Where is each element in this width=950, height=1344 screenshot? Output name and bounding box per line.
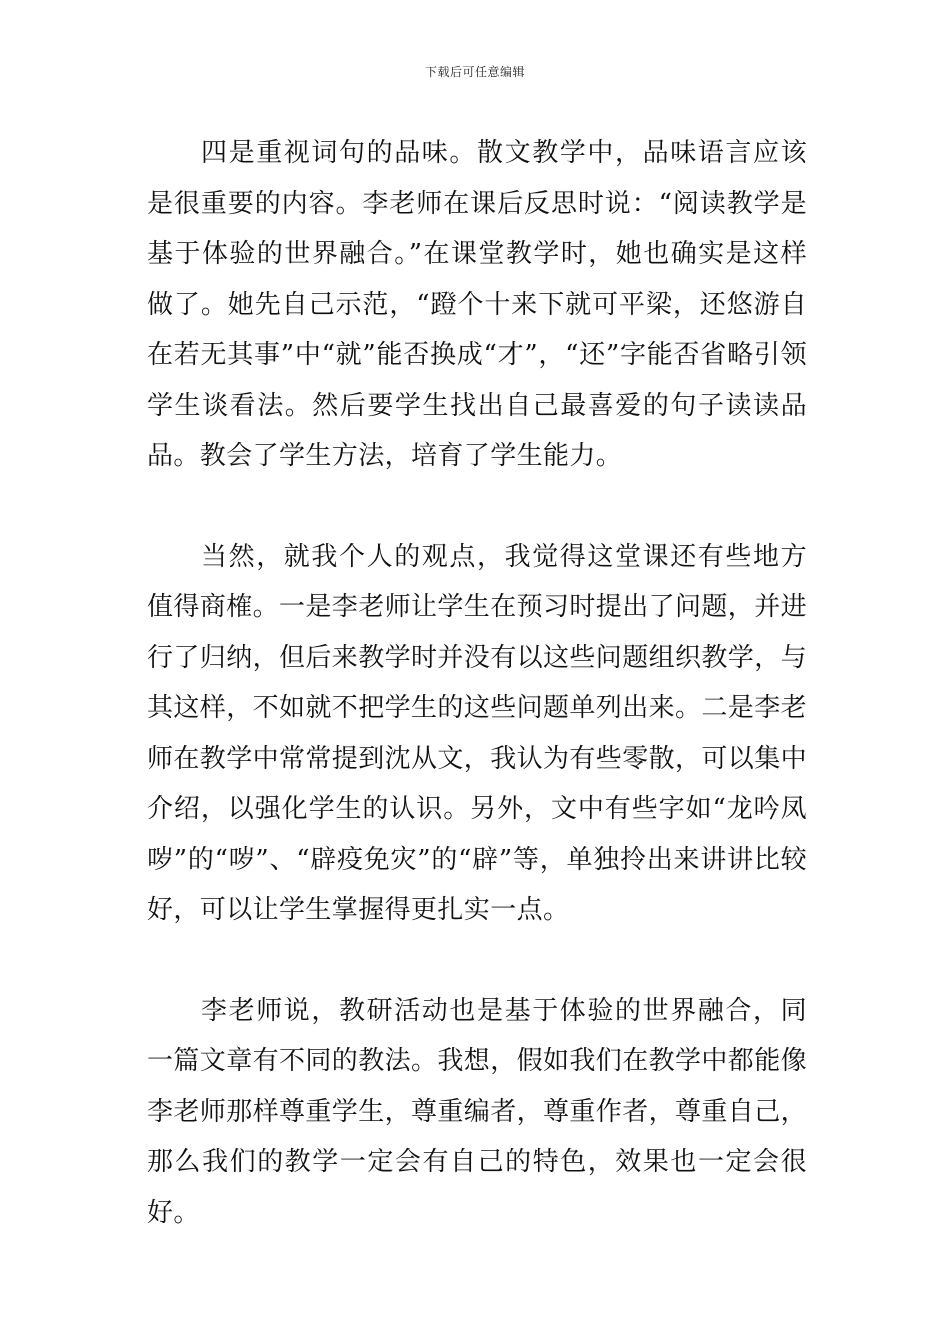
document-body: [147, 128, 807, 1238]
header-note: 下载后可任意编辑: [424, 65, 525, 79]
paragraph-1: 四是重视词句的品味。散文教学中，品味语言应该是很重要的内容。李老师在课后反思时说：“阅读教学是基于体验的世界融合。”在课堂教学时，她也确实是这样做了。她先自己示范，“蹬个十来下就可平梁，还悠游自在若无其事”中“就”能否换成“才”，“还”字能否省略引领学生谈看法。然后要学生找出自己最喜爱的句子读读品品。教会了学生方法，培育了学生能力。: [147, 138, 807, 471]
paragraph-3: 李老师说，教研活动也是基于体验的世界融合，同一篇文章有不同的教法。我想，假如我们在教学中都能像李老师那样尊重学生，尊重编者，尊重作者，尊重自己，那么我们的教学一定会有自己的特色，效果也一定会很好。: [147, 995, 808, 1228]
paragraph-2: 当然，就我个人的观点，我觉得这堂课还有些地方值得商榷。一是李老师让学生在预习时提出了问题，并进行了归纳，但后来教学时并没有以这些问题组织教学，与其这样，不如就不把学生的这些问题单列出来。二是李老师在教学中常常提到沈从文，我认为有些零散，可以集中介绍，以强化学生的认识。另外，文中有些字如“龙吟凤哕”的“哕”、“辟疫免灾”的“辟”等，单独拎出来讲讲比较好，可以让学生掌握得更扎实一点。: [147, 541, 808, 925]
